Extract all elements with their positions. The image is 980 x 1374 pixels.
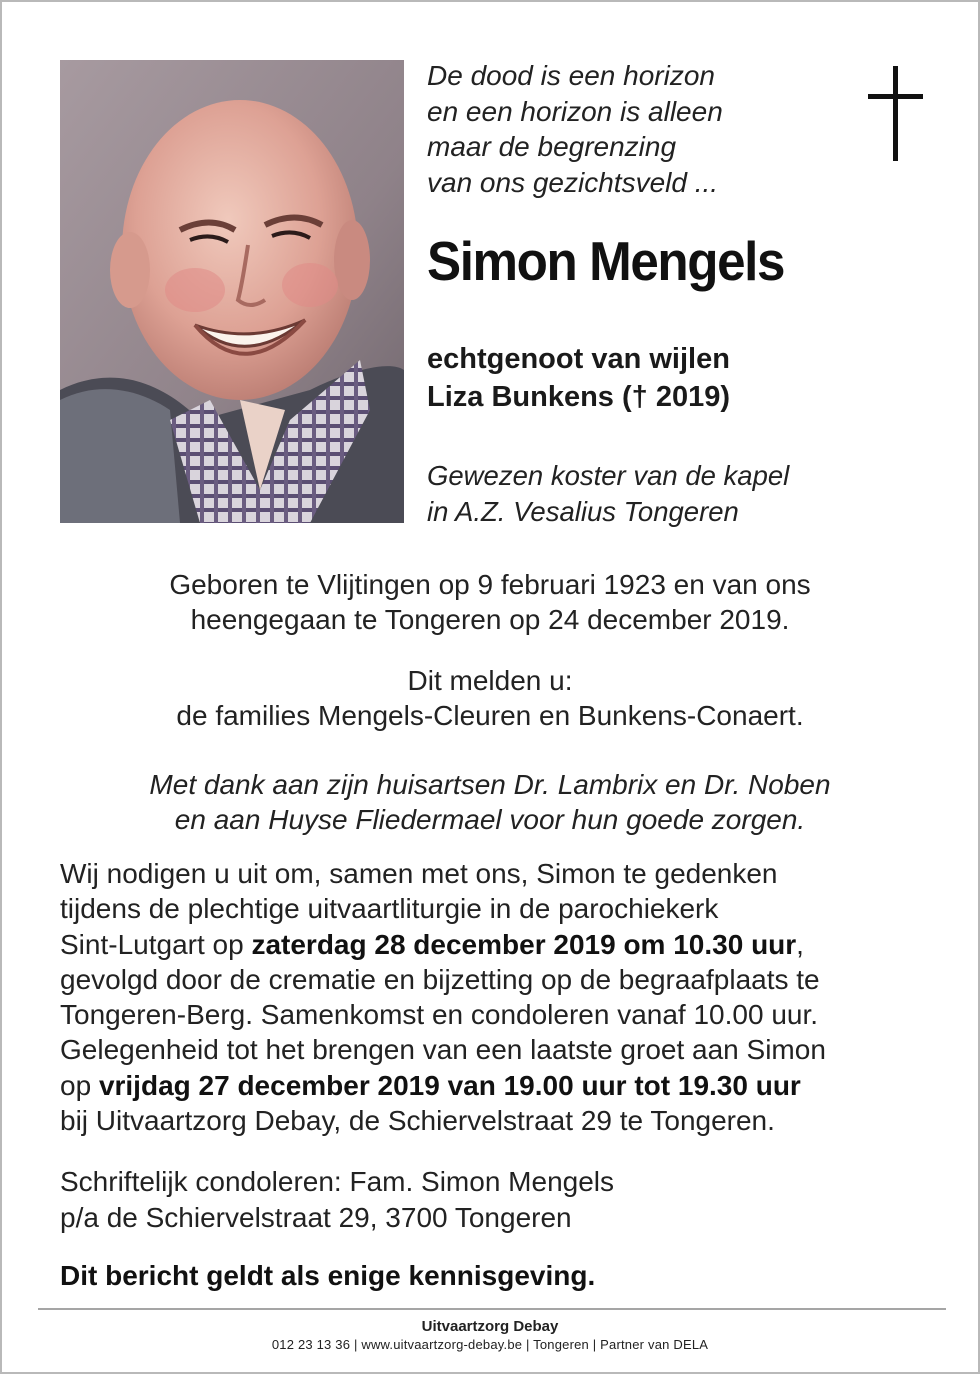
invitation-text-part: op (60, 1069, 99, 1101)
deceased-name: Simon Mengels (427, 230, 785, 292)
condole-line: p/a de Schiervelstraat 29, 3700 Tongeren (60, 1202, 572, 1233)
invitation-text-part: Sint-Lutgart op (60, 928, 252, 960)
invitation-line (60, 1068, 940, 1103)
thanks-line: Met dank aan zijn huisartsen Dr. Lambrix en Dr. Noben (149, 769, 831, 800)
birth-line: heengegaan te Tongeren op 24 december 2019. (190, 603, 790, 635)
invitation-line (60, 927, 940, 962)
spouse-line: echtgenoot van wijlen (427, 343, 730, 375)
spouse-info (427, 340, 730, 416)
function-line: Gewezen koster van de kapel (427, 460, 790, 491)
former-function (427, 458, 789, 530)
invitation-text (60, 856, 940, 1138)
poem (427, 58, 827, 200)
invitation-line: Gelegenheid tot het brengen van een laatste groet aan Simon (60, 1034, 826, 1066)
function-line: in A.Z. Vesalius Tongeren (427, 496, 739, 527)
announce-line: Dit melden u: (407, 665, 573, 696)
thanks-line: en aan Huyse Fliedermael voor hun goede zorgen. (174, 803, 806, 835)
notice-statement: Dit bericht geldt als enige kennisgeving. (60, 1260, 596, 1291)
footer-company: Uitvaartzorg Debay (421, 1318, 559, 1335)
poem-line: en een horizon is alleen (427, 95, 723, 127)
poem-line: De dood is een horizon (427, 60, 715, 91)
poem-line: van ons gezichtsveld ... (427, 166, 719, 198)
condolence-address (60, 1164, 614, 1236)
portrait-photo (60, 60, 404, 523)
footer-contact: 012 23 13 36 | www.uitvaartzorg-debay.be | Tongeren | Partner van DELA (271, 1337, 709, 1352)
funeral-date: zaterdag 28 december 2019 om 10.30 uur (251, 928, 797, 960)
birth-line: Geboren te Vlijtingen op 9 februari 1923 en van ons (169, 569, 811, 600)
invitation-line: Tongeren-Berg. Samenkomst en condoleren vanaf 10.00 uur. (60, 999, 819, 1031)
invitation-line: gevolgd door de crematie en bijzetting op de begraafplaats te (60, 963, 820, 995)
announce-line: de families Mengels-Cleuren en Bunkens-Conaert. (176, 699, 804, 731)
birth-death-info (60, 568, 920, 637)
announcement (60, 664, 920, 733)
footer-divider (38, 1308, 946, 1310)
poem-line: maar de begrenzing (427, 131, 677, 162)
spouse-line: Liza Bunkens († 2019) (427, 381, 730, 413)
invitation-text-part: , (796, 928, 804, 960)
thanks-note (60, 768, 920, 837)
condole-line: Schriftelijk condoleren: Fam. Simon Mengels (60, 1166, 615, 1197)
visitation-date: vrijdag 27 december 2019 van 19.00 uur tot 19.30 uur (98, 1069, 801, 1101)
invitation-line: Wij nodigen u uit om, samen met ons, Simon te gedenken (60, 858, 778, 889)
cross-icon (868, 66, 923, 161)
portrait-illustration (60, 60, 404, 523)
invitation-line: bij Uitvaartzorg Debay, de Schiervelstraat 29 te Tongeren. (60, 1105, 775, 1137)
invitation-line: tijdens de plechtige uitvaartliturgie in de parochiekerk (60, 893, 719, 925)
